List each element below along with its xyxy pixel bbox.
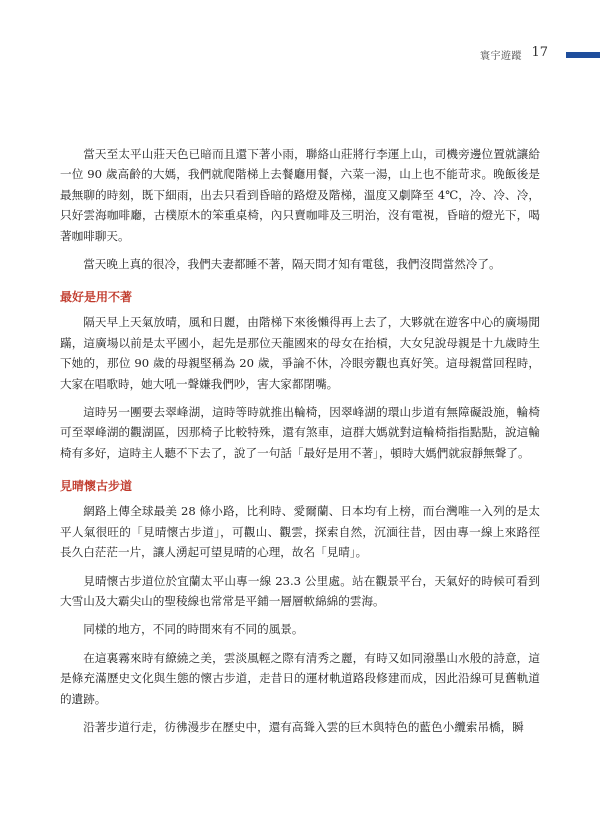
paragraph: 這時另一團要去翠峰湖，這時等時就推出輪椅，因翠峰湖的環山步道有無障礙設施，輪椅可至翠峰湖的觀湖區，因那椅子比較特殊，還有煞車，這群大媽就對這輪椅指指點點，說這輪椅有多好，這時主人聽不下去了，說了一句話「最好是用不著」，頓時大媽們就寂靜無聲了。 bbox=[60, 405, 540, 460]
page-number: 17 bbox=[531, 45, 548, 60]
paragraph: 隔天早上天氣放晴，風和日麗，由階梯下來後懶得再上去了，大夥就在遊客中心的廣場閒蹣，這廣場以前是太平國小，起先是那位天龍國來的母女在抬槓，大女兒說母親是十九歲時生下她的，那位 90 歲的母親堅稱為 20 歲，爭論不休，冷眼旁觀也真好笑。這母親當回程時，大家在唱歌時，她大吼一聲嫌我們吵，害大家都閉嘴。 bbox=[60, 315, 540, 391]
paragraph: 沿著步道行走，彷彿漫步在歷史中，還有高聳入雲的巨木與特色的藍色小纜索吊橋，瞬 bbox=[83, 719, 524, 734]
section-best-unused bbox=[60, 288, 540, 463]
paragraph: 同樣的地方，不同的時間來有不同的風景。 bbox=[83, 622, 304, 637]
section-jianqing-trail bbox=[60, 477, 540, 737]
paragraph: 當天至太平山莊天色已暗而且還下著小雨，聯絡山莊將行李運上山，司機旁邊位置就讓給一位 90 歲高齡的大媽，我們就爬階梯上去餐廳用餐，六菜一湯，山上也不能苛求。晚飯後是最無聊的時刻，既下細雨，出去只看到昏暗的路燈及階梯，溫度又劇降至 4℃，冷、冷、冷，只好雲海咖啡廳，古樸原木的笨重桌椅，內只賣咖啡及三明治，沒有電視，昏暗的燈光下，喝著咖啡聊天。 bbox=[60, 147, 540, 243]
section-heading: 見晴懷古步道 bbox=[60, 479, 133, 494]
article-body bbox=[60, 144, 540, 745]
paragraph: 當天晚上真的很冷，我們夫妻都睡不著，隔天問才知有電毯，我們沒問當然冷了。 bbox=[83, 257, 501, 272]
paragraph: 在這裏霧來時有繚繞之美，雲淡風輕之際有清秀之麗，有時又如同潑墨山水般的詩意，這是條充滿歷史文化與生態的懷古步道，走昔日的運材軌道路段修建而成，因此沿線可見舊軌道的遺跡。 bbox=[60, 650, 540, 706]
page-header bbox=[0, 46, 600, 66]
running-title: 寰宇遊蹤 bbox=[480, 51, 522, 62]
accent-bar bbox=[566, 52, 600, 58]
paragraph: 見晴懷古步道位於宜蘭太平山專一線 23.3 公里處。站在觀景平台，天氣好的時候可看到大雪山及大霸尖山的聖稜線也常常是平鋪一層層軟綿綿的雲海。 bbox=[60, 573, 540, 608]
paragraph: 網路上傳全球最美 28 條小路，比利時、愛爾蘭、日本均有上榜，而台灣唯一入列的是太平人氣很旺的「見晴懷古步道」，可觀山、觀雲，探索自然，沉湎往昔，因由專一線上來路徑長久白茫茫一片，讓人湧起可望見晴的心理，故名「見晴」。 bbox=[60, 504, 540, 560]
section-heading: 最好是用不著 bbox=[60, 290, 133, 305]
